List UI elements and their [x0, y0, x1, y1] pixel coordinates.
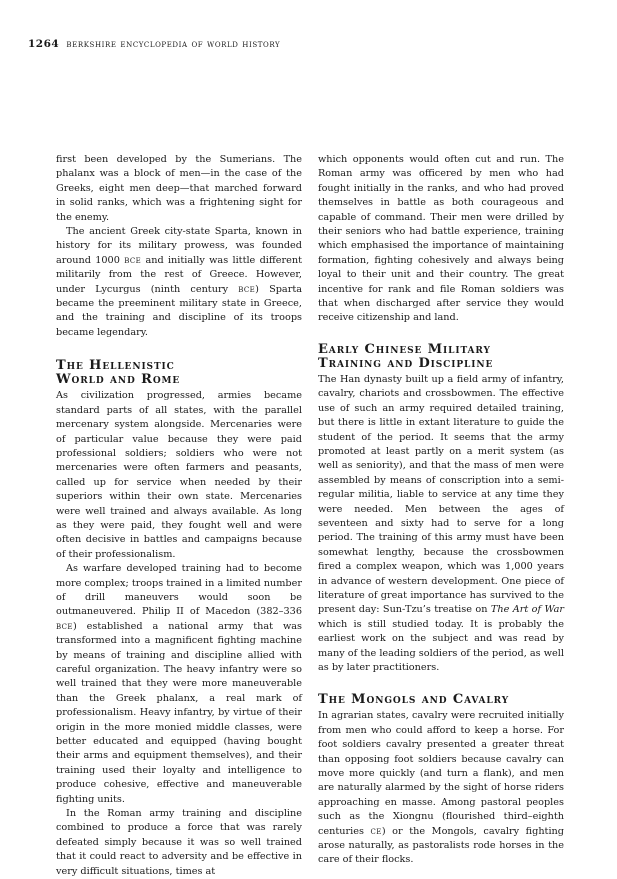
paragraph: The ancient Greek city-state Sparta, known in history for its military prowess, was founded around 1000 BCE and initially was little different militarily from the rest of Greece. However, under Lycurgus (ninth century BCE) Sparta became the preeminent military state in Greece, and the training and discipline of its troops became legendary. — [56, 226, 303, 338]
paragraph: first been developed by the Sumerians. The phalanx was a block of men—in the case of the Greeks, eight men deep—that marched forward in solid ranks, which was a frightening sight for the enemy. — [56, 154, 302, 223]
book-title: berkshire encyclopedia of world history — [66, 39, 281, 50]
paragraph: As civilization progressed, armies became standard parts of all states, with the parallel mercenary system alongside. Mercenaries were of particular value because they were paid professional soldiers; soldiers who were not mercenaries were often farmers and peasants, called up for service when needed by their superiors within their own state. Mercenaries were well trained and always available. As long as they were paid, they fought well and were often decisive in battles and campaigns because of their professionalism. — [56, 390, 302, 560]
section-heading: Early Chinese Military Training and Discipline — [318, 341, 494, 371]
paragraph: The Han dynasty built up a field army of infantry, cavalry, chariots and crossbowmen. The effective use of such an army required detailed training, but there is little in extant literature to guide the student of the period. It seems that the army promoted at least partly on a merit system (as well as seniority), and that the mass of men were assembled by means of conscription into a semi-regular militia, liable to service at any time they were needed. Men between the ages of seventeen and sixty had to serve for a long period. The training of this army must have been somewhat lengthy, because the crossbowmen fired a complex weapon, which was 1,000 years in advance of western development. One piece of literature of great importance has survived to the present day: Sun-Tzu’s treatise on The Art of War which is still studied today. It is probably the earliest work on the subject and was read by many of the leading soldiers of the period, as well as by later practitioners. — [318, 373, 564, 673]
paragraph: In the Roman army training and discipline combined to produce a force that was rarely defeated simply because it was so well trained that it could react to adversity and be effective in very difficult situations, times at — [56, 808, 302, 877]
right-column — [318, 153, 564, 868]
section-heading: The Hellenistic World and Rome — [56, 358, 181, 388]
section-heading: The Mongols and Cavalry — [318, 692, 510, 708]
era-abbreviation: BCE — [238, 285, 256, 294]
era-abbreviation: BCE — [56, 622, 73, 631]
left-column — [56, 153, 302, 879]
page-number: 1264 — [28, 38, 60, 50]
paragraph: In agrarian states, cavalry were recruited initially from men who could afford to keep a horse. For foot soldiers cavalry presented a greater threat than opposing foot soldiers because cavalry can move more quickly (and turn a flank), and men are naturally alarmed by the sight of horse riders approaching en masse. Among pastoral peoples such as the Xiongnu (flourished third–eighth centuries CE) or the Mongols, cavalry fighting arose naturally, as pastoralists rode horses in the care of their flocks. — [318, 710, 564, 866]
book-title-italic: The Art of War — [490, 604, 564, 616]
running-header — [28, 38, 588, 50]
paragraph: which opponents would often cut and run. The Roman army was officered by men who had fought initially in the ranks, and who had proved themselves in battle as both courageous and capable of command. Their men were drilled by their seniors who had battle experience, training which emphasised the importance of maintaining formation, fighting cohesively and always being loyal to their unit and their country. The great incentive for rank and file Roman soldiers was that when discharged after service they would receive citizenship and land. — [318, 154, 564, 324]
era-abbreviation: BCE — [124, 256, 142, 265]
paragraph: As warfare developed training had to become more complex; troops trained in a limited number of drill maneuvers would soon be outmaneuvered. Philip II of Macedon (382–336 BCE) established a national army that was transformed into a magnificent fighting machine by means of training and discipline allied with careful organization. The heavy infantry were so well trained that they were more maneuverable than the Greek phalanx, a real mark of professionalism. Heavy infantry, by virtue of their origin in the more monied middle classes, were better educated and equipped (having bought their arms and equipment themselves), and their training used their loyalty and intelligence to produce cohesive, effective and maneuverable fighting units. — [56, 563, 302, 805]
era-abbreviation: CE — [370, 827, 382, 836]
